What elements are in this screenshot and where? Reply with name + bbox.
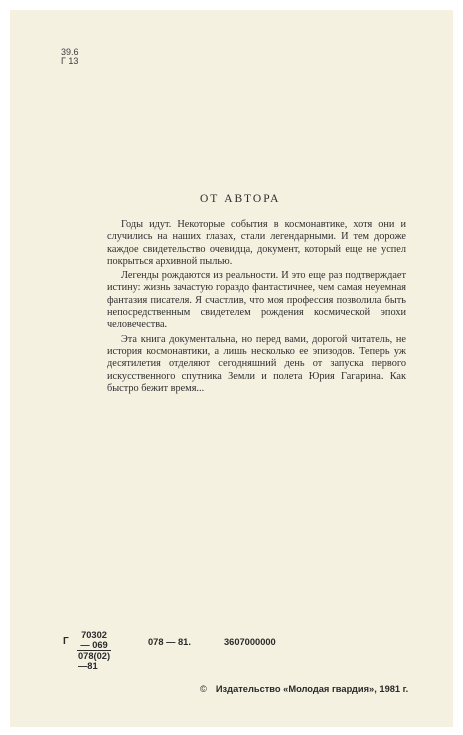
paragraph-2: Легенды рождаются из реальности. И это еще раз подтверждает истину: жизнь зачастую гораздо фантастичнее, чем самая неуемная фантазия писателя. Я счастлив, что моя профессия позволила быть непосредственным свидетелем рождения космической эпохи человечества. [107,270,406,331]
udk-classification [61,48,79,66]
index-denominator: 078(02)—81 [78,651,111,671]
index-numerator: 70302 — 069 [80,630,108,650]
paragraph-1: Годы идут. Некоторые события в космонавтике, хотя они и случились на наших глазах, стали легендарными. И тем дороже каждое свидетельство очевидца, документ, который еще не успел покрыться архивной пылью. [107,219,406,267]
preface-body [107,219,406,397]
copyright-line [200,684,408,694]
udk-author-mark: Г 13 [61,56,79,66]
page-title: ОТ АВТОРА [200,193,281,205]
copyright-text: Издательство «Молодая гвардия», 1981 г. [215,684,409,694]
udk-code: 39.6 [61,47,79,57]
copyright-icon: © [200,684,207,694]
index-fraction [77,630,111,671]
book-page [10,10,453,727]
index-order: 078 — 81. [148,637,191,647]
paragraph-3: Эта книга документальна, но перед вами, дорогой читатель, не история космонавтики, а лишь несколько ее эпизодов. Теперь уж десятилетия отделяют сегодняшний день от запуска первого искусственного спутника Земли и полета Юрия Гагарина. Как быстро бежит время... [107,333,406,394]
index-code: 3607000000 [224,637,276,647]
index-letter: Г [63,636,69,647]
